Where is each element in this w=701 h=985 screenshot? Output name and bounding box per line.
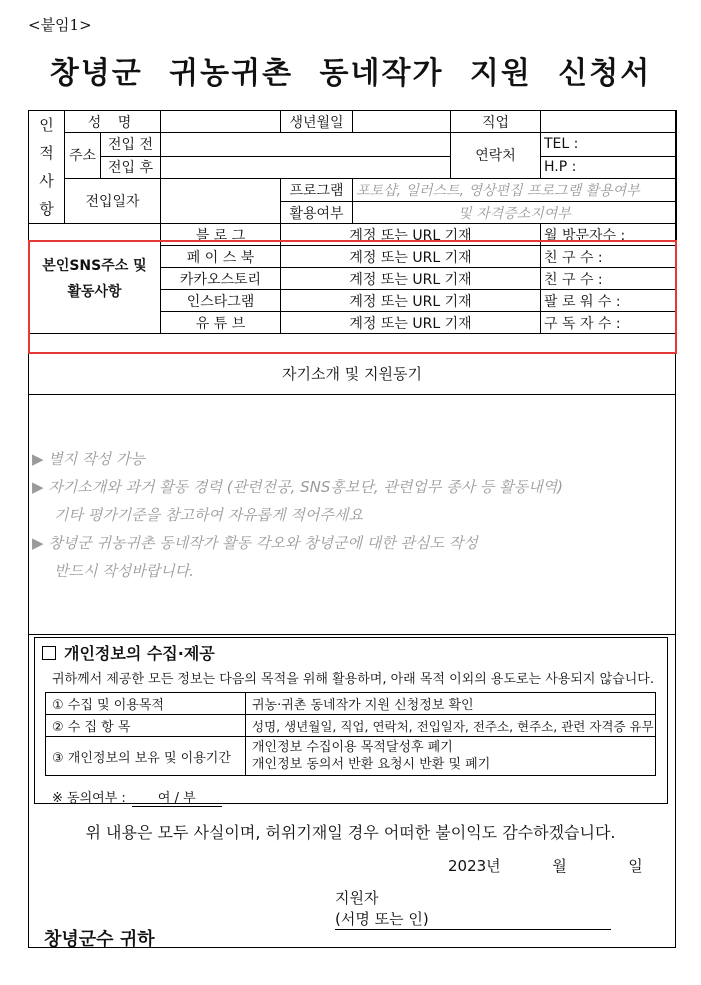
hp-label: H.P :: [544, 159, 577, 175]
sns-platform: 인스타그램: [161, 290, 281, 312]
privacy-row-label: ② 수 집 항 목: [46, 715, 246, 737]
sns-platform: 블 로 그: [161, 224, 281, 246]
intro-hint: ▶ 자기소개와 과거 활동 경력 (관련전공, SNS홍보단, 관련업무 종사 등 활동내역): [32, 478, 563, 496]
privacy-description: 귀하께서 제공한 모든 정보는 다음의 목적을 위해 활용하며, 아래 목적 이외의 용도로는 사용되지 않습니다.: [52, 672, 654, 687]
program-label: 프로그램: [281, 178, 353, 202]
tel-field[interactable]: [541, 133, 677, 157]
sns-metric-field[interactable]: 친 구 수 :: [541, 246, 677, 268]
program-hint-2[interactable]: 및 자격증소지여부: [353, 202, 677, 224]
intro-hint: 반드시 작성바랍니다.: [54, 562, 194, 580]
attachment-label: <붙임1>: [28, 16, 92, 34]
signature-label: (서명 또는 인): [335, 910, 429, 928]
name-label: 성 명: [65, 111, 161, 133]
sns-metric-field[interactable]: 친 구 수 :: [541, 268, 677, 290]
date-line: [448, 855, 643, 876]
date-month: 월: [552, 857, 567, 875]
consent-row: [52, 787, 222, 807]
sns-platform: 카카오스토리: [161, 268, 281, 290]
sns-platform: 페 이 스 북: [161, 246, 281, 268]
privacy-title: 개인정보의 수집·제공: [42, 641, 215, 664]
intro-textarea[interactable]: [32, 445, 563, 585]
page-title: 창녕군 귀농귀촌 동네작가 지원 신청서: [49, 56, 652, 91]
sns-account-field[interactable]: 계정 또는 URL 기재: [281, 224, 541, 246]
sns-account-field[interactable]: 계정 또는 URL 기재: [281, 268, 541, 290]
privacy-row-label: ③ 개인정보의 보유 및 이용기간: [46, 737, 246, 776]
birth-field[interactable]: [353, 111, 451, 133]
address-before-field[interactable]: [161, 133, 451, 157]
hp-field[interactable]: [541, 156, 677, 178]
privacy-checkbox[interactable]: [42, 646, 56, 660]
contact-label: 연락처: [451, 133, 541, 179]
sns-metric-field[interactable]: 구 독 자 수 :: [541, 312, 677, 334]
address-after-field[interactable]: [161, 156, 451, 178]
sns-metric-field[interactable]: 월 방문자수 :: [541, 224, 677, 246]
address-before-label: 전입 전: [101, 133, 161, 157]
addressee: 창녕군수 귀하: [44, 929, 155, 950]
intro-hint: ▶ 창녕군 귀농귀촌 동네작가 활동 각오와 창녕군에 대한 관심도 작성: [32, 534, 478, 552]
applicant-label: 지원자: [335, 889, 379, 907]
tel-label: TEL :: [544, 136, 579, 153]
date-day: 일: [628, 857, 643, 875]
sns-account-field[interactable]: 계정 또는 URL 기재: [281, 312, 541, 334]
privacy-row-label: ① 수집 및 이용목적: [46, 693, 246, 715]
address-after-label: 전입 후: [101, 156, 161, 178]
job-field[interactable]: [541, 111, 677, 133]
declaration-text: 위 내용은 모두 사실이며, 허위기재일 경우 어떠한 불이익도 감수하겠습니다.: [85, 823, 616, 842]
sns-section-label: 본인SNS주소 및 활동사항: [29, 224, 161, 334]
sns-account-field[interactable]: 계정 또는 URL 기재: [281, 290, 541, 312]
privacy-row-value: 개인정보 수집이용 목적달성후 폐기 개인정보 동의서 반환 요청시 반환 및 폐기: [246, 737, 656, 776]
birth-label: 생년월일: [281, 111, 353, 133]
address-label: 주소: [65, 133, 101, 179]
section-divider: [29, 634, 675, 635]
signature-line[interactable]: [335, 887, 611, 930]
privacy-table: [45, 692, 656, 776]
move-date-label: 전입일자: [65, 178, 161, 224]
sns-metric-field[interactable]: 팔 로 워 수 :: [541, 290, 677, 312]
job-label: 직업: [451, 111, 541, 133]
sns-platform: 유 튜 브: [161, 312, 281, 334]
consent-label: ※ 동의여부 :: [52, 791, 126, 806]
intro-hint: ▶ 별지 작성 가능: [32, 450, 145, 468]
application-form-table: [28, 110, 677, 334]
sns-account-field[interactable]: 계정 또는 URL 기재: [281, 246, 541, 268]
program-label-2: 활용여부: [281, 202, 353, 224]
consent-field[interactable]: 여 / 부: [132, 787, 222, 807]
name-field[interactable]: [161, 111, 281, 133]
privacy-row-value: 귀농·귀촌 동네작가 지원 신청정보 확인: [246, 693, 656, 715]
intro-hint: 기타 평가기준을 참고하여 자유롭게 적어주세요: [54, 506, 363, 524]
date-year: 2023년: [448, 857, 501, 875]
intro-heading: 자기소개 및 지원동기: [29, 355, 675, 395]
privacy-row-value: 성명, 생년월일, 직업, 연락처, 전입일자, 전주소, 현주소, 관련 자격증 유무: [246, 715, 656, 737]
move-date-field[interactable]: [161, 178, 281, 224]
personal-section-label: 인 적 사 항: [29, 111, 65, 224]
program-hint[interactable]: 포토샵, 일러스트, 영상편집 프로그램 활용여부: [353, 178, 677, 202]
